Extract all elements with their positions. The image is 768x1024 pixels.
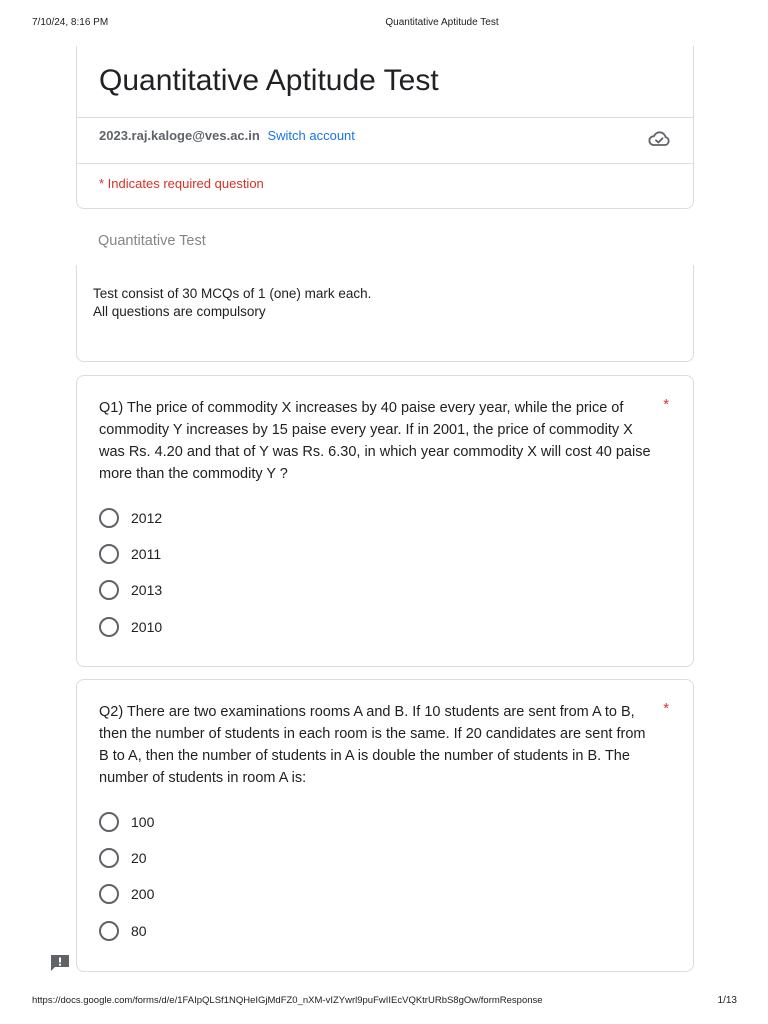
print-footer-url: https://docs.google.com/forms/d/e/1FAIpQLSf1NQHeIGjMdFZ0_nXM-vIZYwrl9puFwIIEcVQKtrURbS8gOw/formResponse: [32, 995, 543, 1006]
description-line: All questions are compulsory: [93, 304, 266, 319]
form-title: Quantitative Aptitude Test: [99, 64, 439, 97]
question-text: Q1) The price of commodity X increases by 40 paise every year, while the price of commodity Y increases by 15 paise every year. If in 2001, the price of commodity X was Rs. 4.20 and that of Y was Rs. 6.30, in which year commodity X will cost 40 paise more than the commodity Y ?: [99, 400, 651, 482]
radio-icon[interactable]: [99, 812, 119, 832]
radio-icon[interactable]: [99, 884, 119, 904]
feedback-icon[interactable]: [50, 954, 70, 972]
description-line: Test consist of 30 MCQs of 1 (one) mark each.: [93, 286, 372, 301]
option-label: 100: [131, 814, 155, 830]
header-divider-2: [77, 163, 693, 164]
required-asterisk: *: [663, 701, 669, 717]
radio-icon[interactable]: [99, 848, 119, 868]
cloud-saved-icon: [647, 128, 671, 148]
account-row: [99, 128, 355, 143]
radio-icon[interactable]: [99, 617, 119, 637]
required-note: * Indicates required question: [99, 176, 264, 191]
radio-icon[interactable]: [99, 544, 119, 564]
option-200[interactable]: [99, 883, 154, 905]
print-datetime: 7/10/24, 8:16 PM: [32, 17, 109, 28]
form-header-card: [76, 46, 694, 209]
print-page-number: 1/13: [717, 995, 737, 1006]
option-label: 80: [131, 923, 147, 939]
option-80[interactable]: [99, 920, 147, 942]
option-label: 2013: [131, 582, 163, 598]
section-description-card: [76, 265, 694, 362]
option-label: 200: [131, 886, 155, 902]
option-2010[interactable]: [99, 616, 162, 638]
switch-account-link[interactable]: Switch account: [267, 128, 355, 143]
option-100[interactable]: [99, 811, 154, 833]
radio-icon[interactable]: [99, 921, 119, 941]
account-email: 2023.raj.kaloge@ves.ac.in: [99, 128, 260, 143]
option-2012[interactable]: [99, 507, 162, 529]
required-asterisk: *: [663, 397, 669, 413]
radio-icon[interactable]: [99, 508, 119, 528]
section-title: Quantitative Test: [98, 233, 206, 249]
option-label: 2010: [131, 619, 163, 635]
option-2013[interactable]: [99, 579, 162, 601]
option-label: 20: [131, 850, 147, 866]
radio-icon[interactable]: [99, 580, 119, 600]
option-20[interactable]: [99, 847, 147, 869]
question-card-q1: [76, 375, 694, 667]
option-label: 2011: [131, 546, 162, 562]
option-2011[interactable]: [99, 543, 161, 565]
question-card-q2: [76, 679, 694, 972]
header-divider: [77, 117, 693, 118]
question-text: Q2) There are two examinations rooms A and B. If 10 students are sent from A to B, then the number of students in each room is the same. If 20 candidates are sent from B to A, then the number of students in A is double the number of students in B. The number of students in room A is:: [99, 704, 646, 786]
print-header-title: Quantitative Aptitude Test: [385, 17, 499, 28]
option-label: 2012: [131, 510, 163, 526]
